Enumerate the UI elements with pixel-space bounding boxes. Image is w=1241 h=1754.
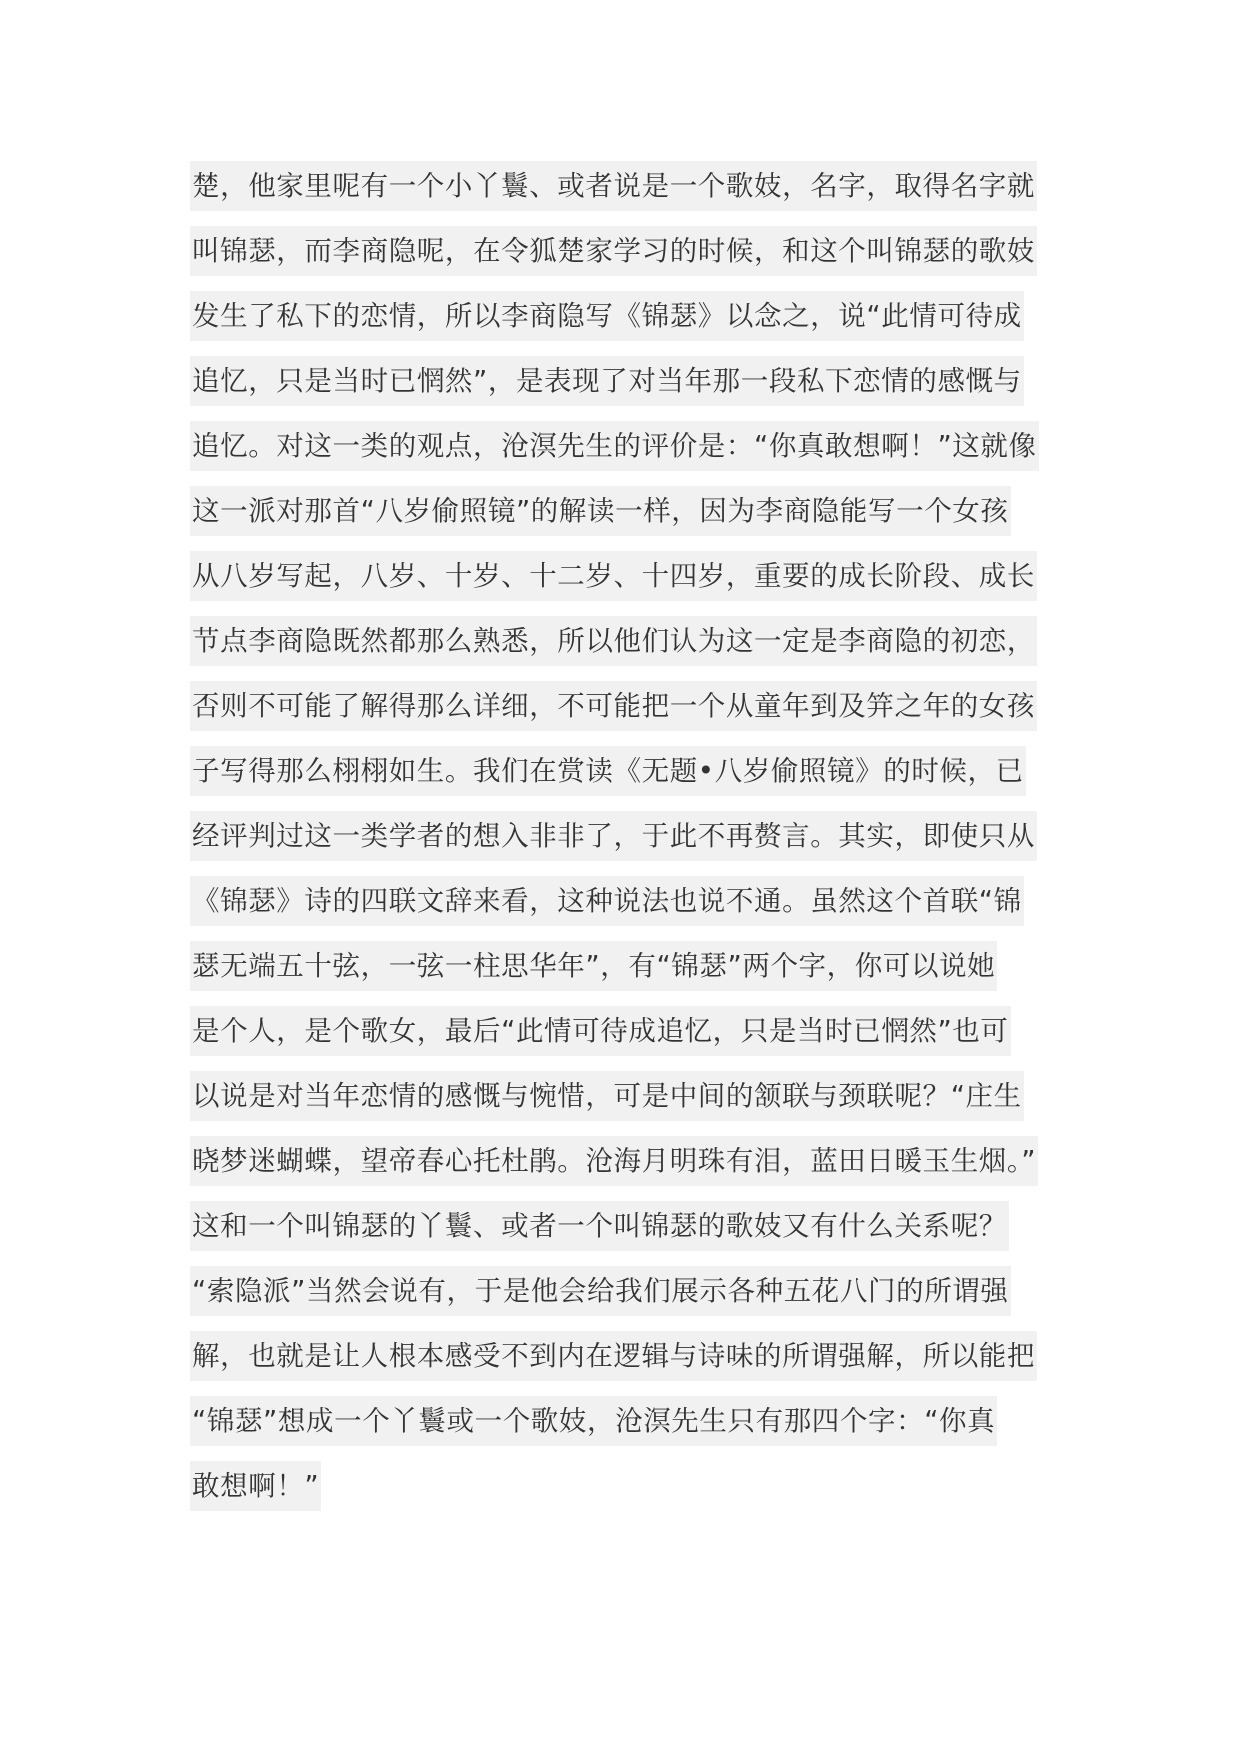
text-line-content: 经评判过这一类学者的想入非非了，于此不再赘言。其实，即使只从	[190, 811, 1037, 861]
text-line	[190, 613, 1090, 678]
text-line	[190, 483, 1090, 548]
text-line	[190, 158, 1090, 223]
text-line-content: 这一派对那首“八岁偷照镜”的解读一样，因为李商隐能写一个女孩	[190, 486, 1011, 536]
text-line-content: 瑟无端五十弦，一弦一柱思华年”，有“锦瑟”两个字，你可以说她	[190, 941, 997, 991]
text-line-content: 追忆。对这一类的观点，沧溟先生的评价是：“你真敢想啊！”这就像	[190, 421, 1039, 471]
text-line-content: 叫锦瑟，而李商隐呢，在令狐楚家学习的时候，和这个叫锦瑟的歌妓	[190, 226, 1037, 276]
text-line	[190, 1393, 1090, 1458]
text-line-content: 《锦瑟》诗的四联文辞来看，这种说法也说不通。虽然这个首联“锦	[190, 876, 1024, 926]
text-line-content: 子写得那么栩栩如生。我们在赏读《无题•八岁偷照镜》的时候，已	[190, 746, 1026, 796]
text-line-content: “锦瑟”想成一个丫鬟或一个歌妓，沧溟先生只有那四个字：“你真	[190, 1396, 997, 1446]
text-line-content: 楚，他家里呢有一个小丫鬟、或者说是一个歌妓，名字，取得名字就	[190, 161, 1037, 211]
text-line	[190, 1068, 1090, 1133]
text-line-content: 追忆，只是当时已惘然”，是表现了对当年那一段私下恋情的感慨与	[190, 356, 1024, 406]
text-line-content: 否则不可能了解得那么详细，不可能把一个从童年到及笄之年的女孩	[190, 681, 1037, 731]
text-line-content: 解，也就是让人根本感受不到内在逻辑与诗味的所谓强解，所以能把	[190, 1331, 1037, 1381]
text-line-content: 节点李商隐既然都那么熟悉，所以他们认为这一定是李商隐的初恋，	[190, 616, 1037, 666]
body-text	[190, 158, 1090, 1523]
text-line	[190, 223, 1090, 288]
text-line	[190, 418, 1090, 483]
text-line	[190, 1003, 1090, 1068]
text-line-content: “索隐派”当然会说有，于是他会给我们展示各种五花八门的所谓强	[190, 1266, 1011, 1316]
text-line	[190, 288, 1090, 353]
text-line	[190, 743, 1090, 808]
text-line	[190, 1458, 1090, 1523]
text-line-content: 晓梦迷蝴蝶，望帝春心托杜鹃。沧海月明珠有泪，蓝田日暖玉生烟。”	[190, 1136, 1038, 1186]
text-line	[190, 678, 1090, 743]
text-line	[190, 548, 1090, 613]
text-line	[190, 1328, 1090, 1393]
text-line-content: 以说是对当年恋情的感慨与惋惜，可是中间的颔联与颈联呢？“庄生	[190, 1071, 1024, 1121]
text-line-content: 这和一个叫锦瑟的丫鬟、或者一个叫锦瑟的歌妓又有什么关系呢？	[190, 1201, 1009, 1251]
text-line	[190, 938, 1090, 1003]
text-line-content: 发生了私下的恋情，所以李商隐写《锦瑟》以念之，说“此情可待成	[190, 291, 1024, 341]
text-line	[190, 1198, 1090, 1263]
text-line-content: 从八岁写起，八岁、十岁、十二岁、十四岁，重要的成长阶段、成长	[190, 551, 1037, 601]
text-line	[190, 1133, 1090, 1198]
text-line	[190, 873, 1090, 938]
text-line	[190, 1263, 1090, 1328]
text-line-content: 敢想啊！”	[190, 1461, 321, 1511]
text-line	[190, 353, 1090, 418]
text-line-content: 是个人，是个歌女，最后“此情可待成追忆，只是当时已惘然”也可	[190, 1006, 1011, 1056]
text-line	[190, 808, 1090, 873]
